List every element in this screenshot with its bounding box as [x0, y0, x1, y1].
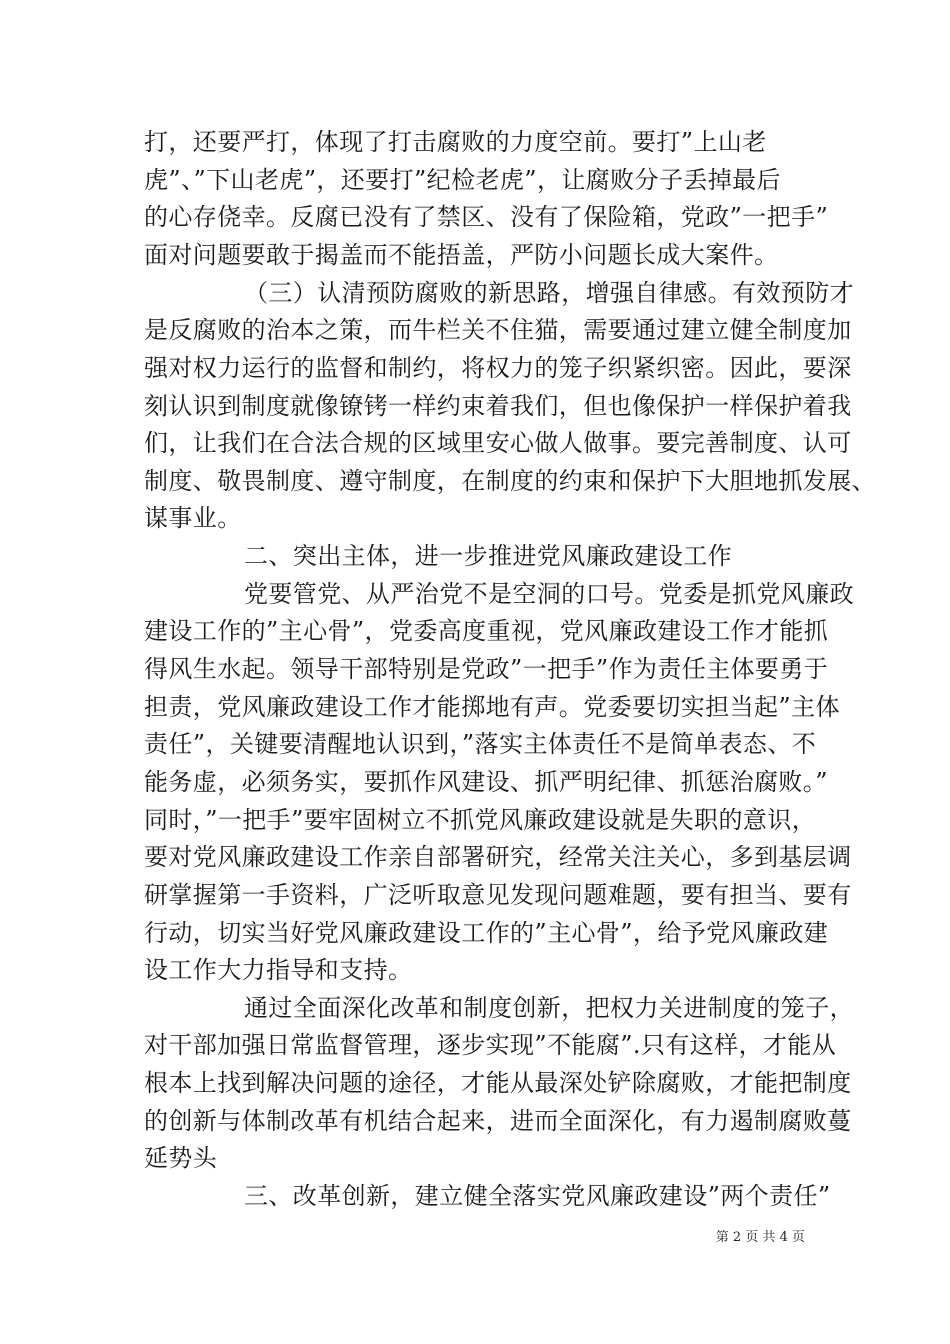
text-line-23: 设工作大力指导和支持。 [144, 956, 413, 984]
text-line-20: 要对党风廉政建设工作亲自部署研究，经常关注关心，多到基层调 [144, 843, 852, 871]
text-line-3: 的心存侥幸。反腐已没有了禁区、没有了保险箱，党政”一把手” [144, 203, 829, 231]
text-line-16: 担责，党风廉政建设工作才能掷地有声。党委要切实担当起”主体 [144, 693, 840, 721]
section-heading-2: 二、突出主体，进一步推进党风廉政建设工作 [244, 542, 732, 570]
text-line-2: 虎”、”下山老虎”，还要打”纪检老虎”，让腐败分子丢掉最后 [144, 166, 781, 194]
text-line-15: 得风生水起。领导干部特别是党政”一把手”作为责任主体要勇于 [144, 655, 829, 683]
section-3-heading-line: （三）认清预防腐败的新思路，增强自律感。有效预防才 [244, 279, 854, 307]
text-line-6: 是反腐败的治本之策，而牛栏关不住猫，需要通过建立健全制度加 [144, 316, 852, 344]
text-line-1: 打，还要严打，体现了打击腐败的力度空前。要打”上山老 [144, 128, 767, 156]
text-line-22: 行动，切实当好党风廉政建设工作的”主心骨”，给予党风廉政建 [144, 919, 829, 947]
text-line-28: 延势头 [144, 1144, 218, 1172]
text-line-11: 谋事业。 [144, 504, 242, 532]
text-line-27: 的创新与体制改革有机结合起来，进而全面深化，有力遏制腐败蔓 [144, 1107, 852, 1135]
text-line-7: 强对权力运行的监督和制约，将权力的笼子织紧织密。因此，要深 [144, 354, 852, 382]
text-line-24: 通过全面深化改革和制度创新，把权力关进制度的笼子， [244, 994, 854, 1022]
text-line-10: 制度、敬畏制度、遵守制度，在制度的约束和保护下大胆地抓发展、 [144, 467, 876, 495]
text-line-13: 党要管党、从严治党不是空洞的口号。党委是抓党风廉政 [244, 580, 854, 608]
page-number-footer: 第 2 页 共 4 页 [715, 1230, 805, 1245]
text-line-19: 同时，”一把手”要牢固树立不抓党风廉政建设就是失职的意识， [144, 806, 817, 834]
text-line-9: 们，让我们在合法合规的区域里安心做人做事。要完善制度、认可 [144, 429, 852, 457]
text-line-8: 刻认识到制度就像镣铐一样约束着我们，但也像保护一样保护着我 [144, 392, 852, 420]
section-heading-3: 三、改革创新，建立健全落实党风廉政建设”两个责任” [244, 1182, 831, 1210]
text-line-4: 面对问题要敢于揭盖而不能捂盖，严防小问题长成大案件。 [144, 241, 779, 269]
text-line-26: 根本上找到解决问题的途径，才能从最深处铲除腐败，才能把制度 [144, 1069, 852, 1097]
text-line-17: 责任”，关键要清醒地认识到，”落实主体责任不是简单表态、不 [144, 730, 817, 758]
text-line-18: 能务虚，必须务实，要抓作风建设、抓严明纪律、抓惩治腐败。” [144, 768, 828, 796]
text-line-14: 建设工作的”主心骨”，党委高度重视，党风廉政建设工作才能抓 [144, 617, 829, 645]
text-line-21: 研掌握第一手资料，广泛听取意见发现问题难题，要有担当、要有 [144, 881, 852, 909]
text-line-25: 对干部加强日常监督管理，逐步实现”不能腐”.只有这样，才能从 [144, 1031, 837, 1059]
